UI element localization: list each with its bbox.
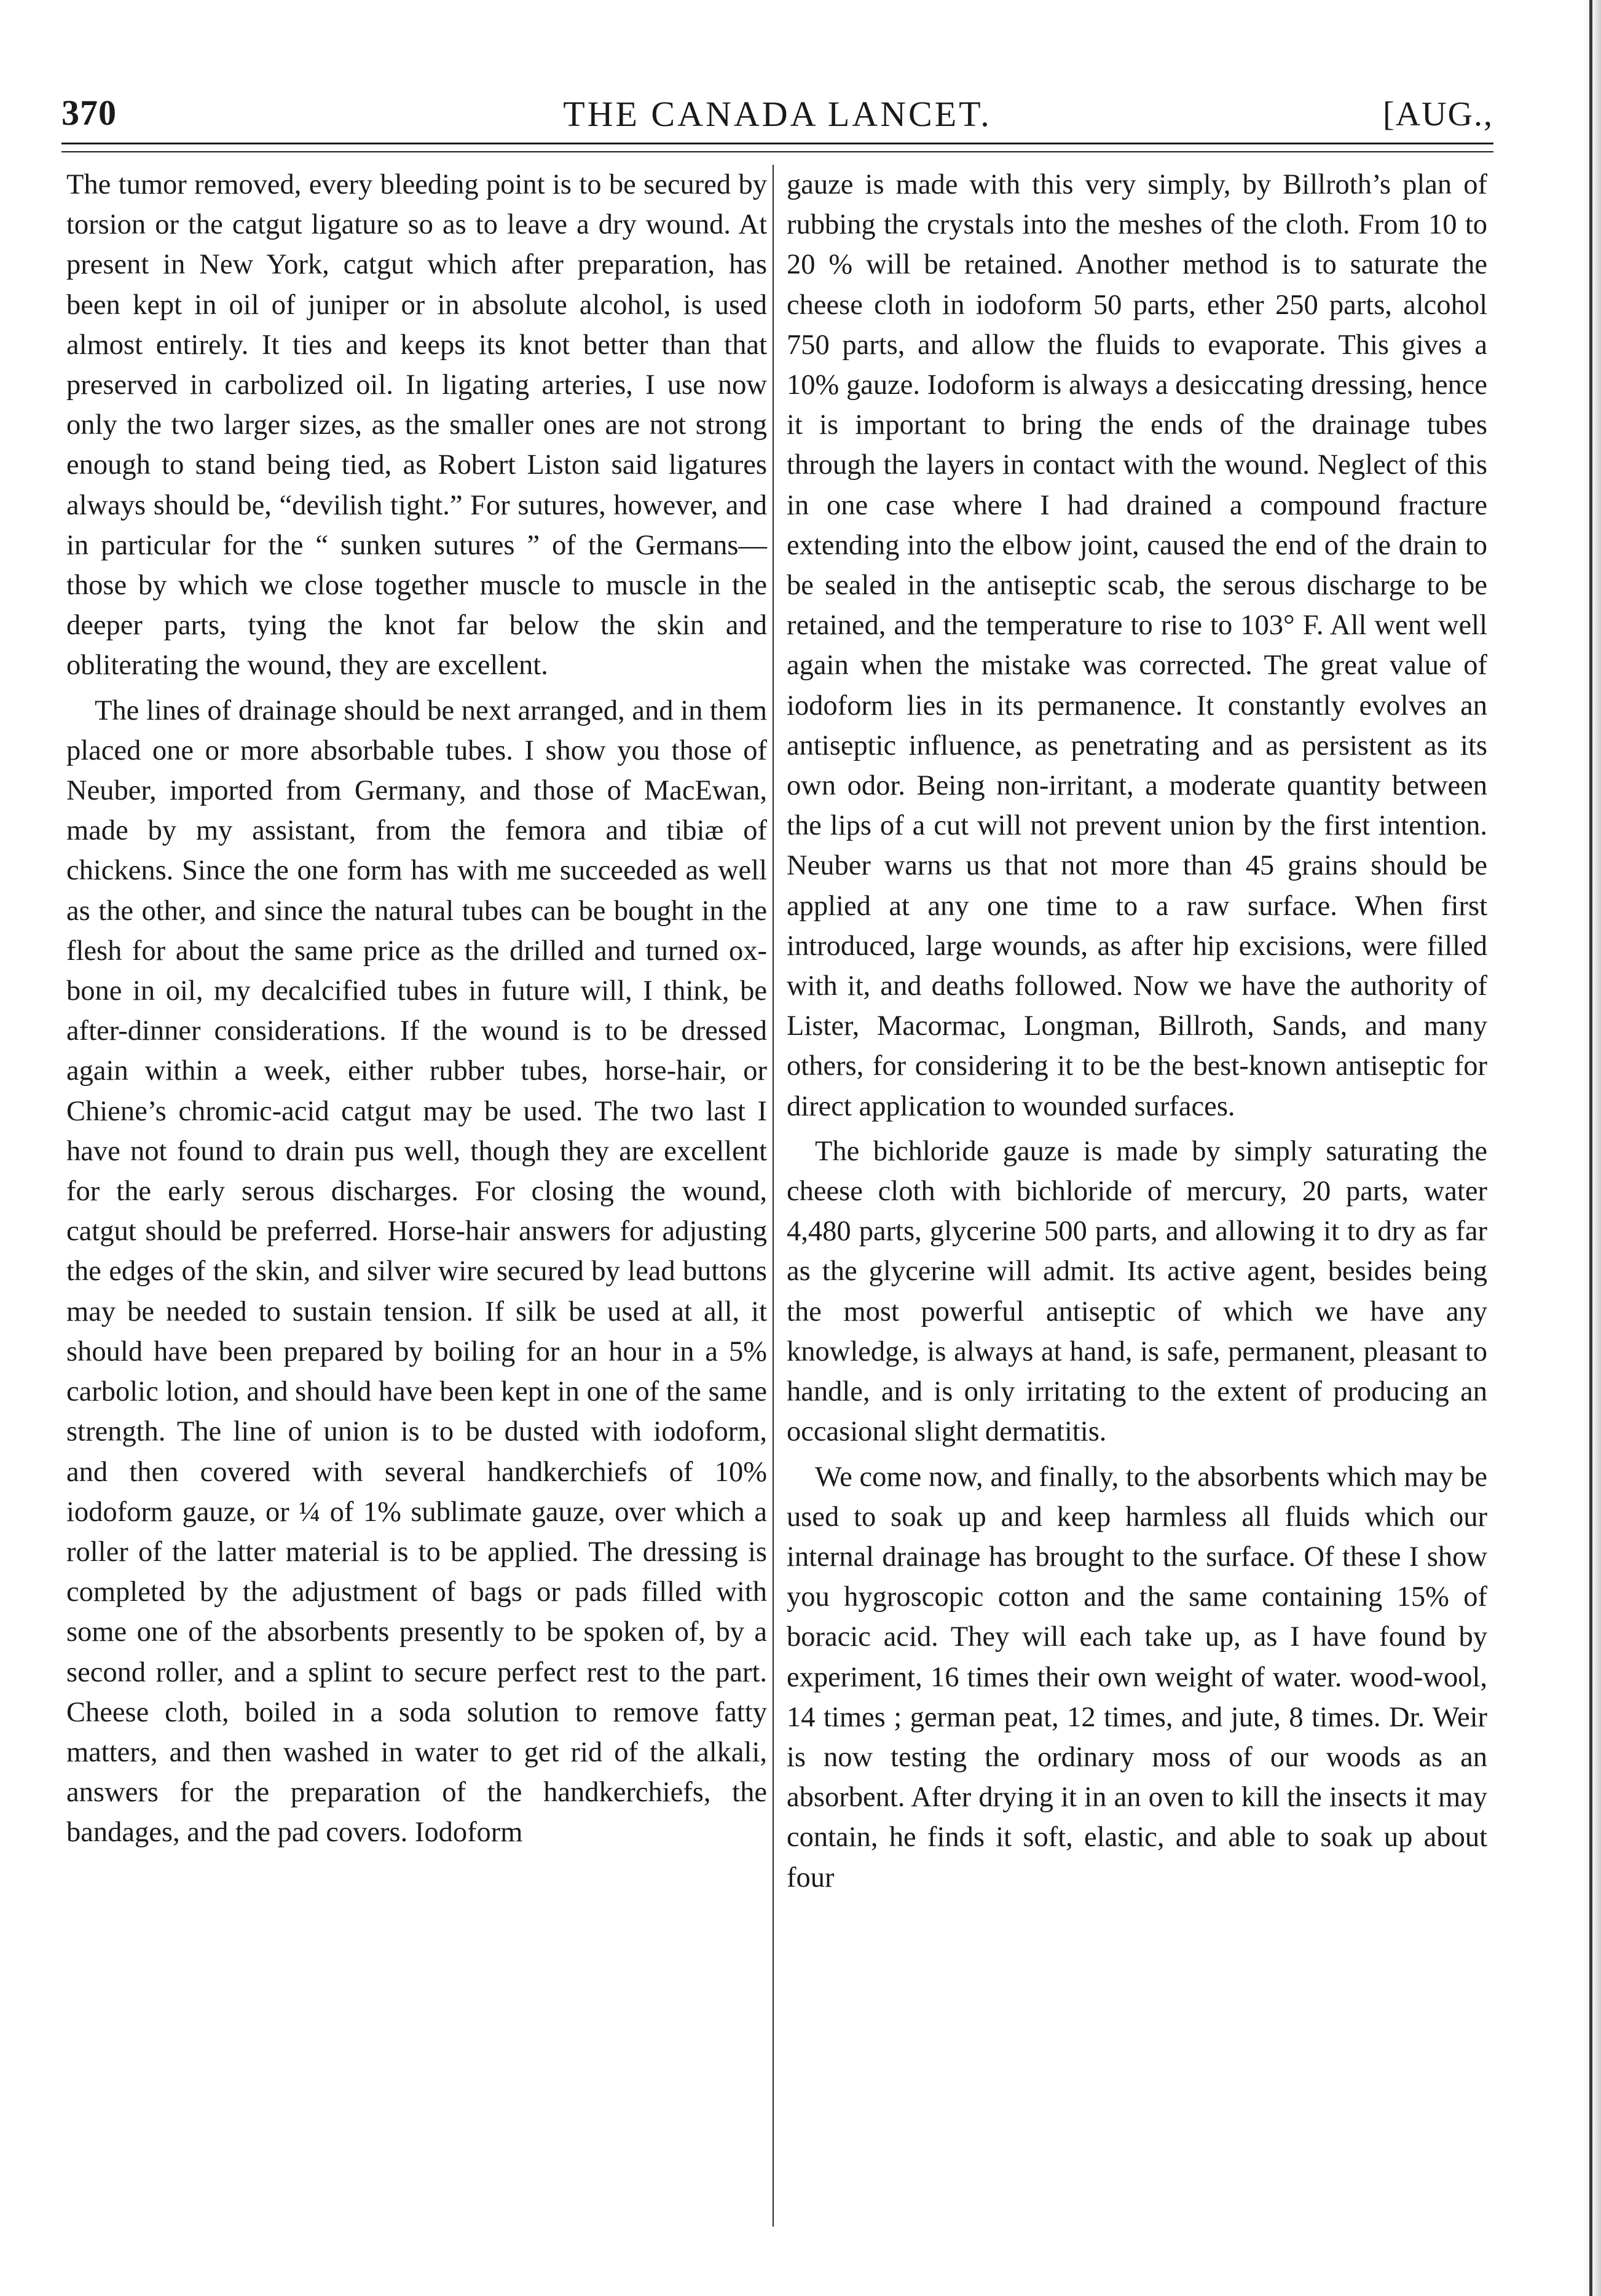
column-divider: [773, 165, 774, 2227]
right-column: [787, 165, 1487, 2242]
running-title: THE CANADA LANCET.: [563, 94, 992, 134]
paragraph: The tumor removed, every bleeding point is to be secured by torsion or the catgut ligature so as to leave a dry wound. At present in New York, catgut which after preparation, has been kept in oil of juniper or in absolute alcohol, is used almost entirely. It ties and keeps its knot better than that preserved in carbolized oil. In ligating arteries, I use now only the two larger sizes, as the smaller ones are not strong enough to stand being tied, as Robert Liston said ligatures always should be, “devilish tight.” For sutures, however, and in particular for the “ sunken sutures ” of the Germans—those by which we close together muscle to muscle in the deeper parts, tying the knot far below the skin and obliterating the wound, they are excellent.: [66, 169, 767, 682]
page-header: [61, 92, 1493, 147]
paragraph: The lines of drainage should be next arranged, and in them placed one or more absorbable tubes. I show you those of Neuber, imported from Germany, and those of MacEwan, made by my assistant, from the femora and tibiæ of chickens. Since the one form has with me succeeded as well as the other, and since the natural tubes can be bought in the flesh for about the same price as the drilled and turned ox-bone in oil, my decalcified tubes in future will, I think, be after-dinner considerations. If the wound is to be dressed again within a week, either rubber tubes, horse-hair, or Chiene’s chromic-acid catgut may be used. The two last I have not found to drain pus well, though they are excellent for the early serous discharges. For closing the wound, catgut should be preferred. Horse-hair answers for adjusting the edges of the skin, and silver wire secured by lead buttons may be needed to sustain tension. If silk be used at all, it should have been prepared by boiling for an hour in a 5% carbolic lotion, and should have been kept in one of the same strength. The line of union is to be dusted with iodoform, and then covered with several handkerchiefs of 10% iodoform gauze, or ¼ of 1% sublimate gauze, over which a roller of the latter material is to be applied. The dressing is completed by the adjustment of bags or pads filled with some one of the absorbents presently to be spoken of, by a second roller, and a splint to secure perfect rest to the part. Cheese cloth, boiled in a soda solution to remove fatty matters, and then washed in water to get rid of the alkali, answers for the preparation of the handkerchiefs, the bandages, and the pad covers. Iodoform: [66, 694, 767, 1849]
issue-month: [AUG.,: [1383, 95, 1493, 133]
page-edge-line: [1589, 0, 1592, 2296]
header-rule-top: [61, 143, 1493, 144]
paragraph: gauze is made with this very simply, by Billroth’s plan of rubbing the crystals into the meshes of the cloth. From 10 to 20 % will be retained. Another method is to saturate the cheese cloth in iodoform 50 parts, ether 250 parts, alcohol 750 parts, and allow the fluids to evaporate. This gives a 10% gauze. Iodoform is always a desiccating dressing, hence it is important to bring the ends of the drainage tubes through the layers in contact with the wound. Neglect of this in one case where I had drained a compound fracture extending into the elbow joint, caused the end of the drain to be sealed in the antiseptic scab, the serous discharge to be retained, and the temperature to rise to 103° F. All went well again when the mistake was corrected. The great value of iodoform lies in its permanence. It constantly evolves an antiseptic influence, as penetrating and as persistent as its own odor. Being non-irritant, a moderate quantity between the lips of a cut will not prevent union by the first intention. Neuber warns us that not more than 45 grains should be applied at any one time to a raw surface. When first introduced, large wounds, as after hip excisions, were filled with it, and deaths followed. Now we have the authority of Lister, Macormac, Longman, Billroth, Sands, and many others, for considering it to be the best-known antiseptic for direct application to wounded surfaces.: [787, 169, 1487, 1122]
left-column: [66, 165, 767, 2242]
paragraph: The bichloride gauze is made by simply saturating the cheese cloth with bichloride of mercury, 20 parts, water 4,480 parts, glycerine 500 parts, and allowing it to dry as far as the glycerine will admit. Its active agent, besides being the most powerful antiseptic of which we have any knowledge, is always at hand, is safe, permanent, pleasant to handle, and is only irritating to the extent of producing an occasional slight dermatitis.: [787, 1135, 1487, 1448]
paragraph: We come now, and finally, to the absorbents which may be used to soak up and keep harmless all fluids which our internal drainage has brought to the surface. Of these I show you hygroscopic cotton and the same containing 15% of boracic acid. They will each take up, as I have found by experiment, 16 times their own weight of water. wood-wool, 14 times ; german peat, 12 times, and jute, 8 times. Dr. Weir is now testing the ordinary moss of our woods as an absorbent. After drying it in an oven to kill the insects it may contain, he finds it soft, elastic, and able to soak up about four: [787, 1461, 1487, 1893]
header-rule-bottom: [61, 151, 1493, 152]
page-number: 370: [61, 93, 117, 133]
